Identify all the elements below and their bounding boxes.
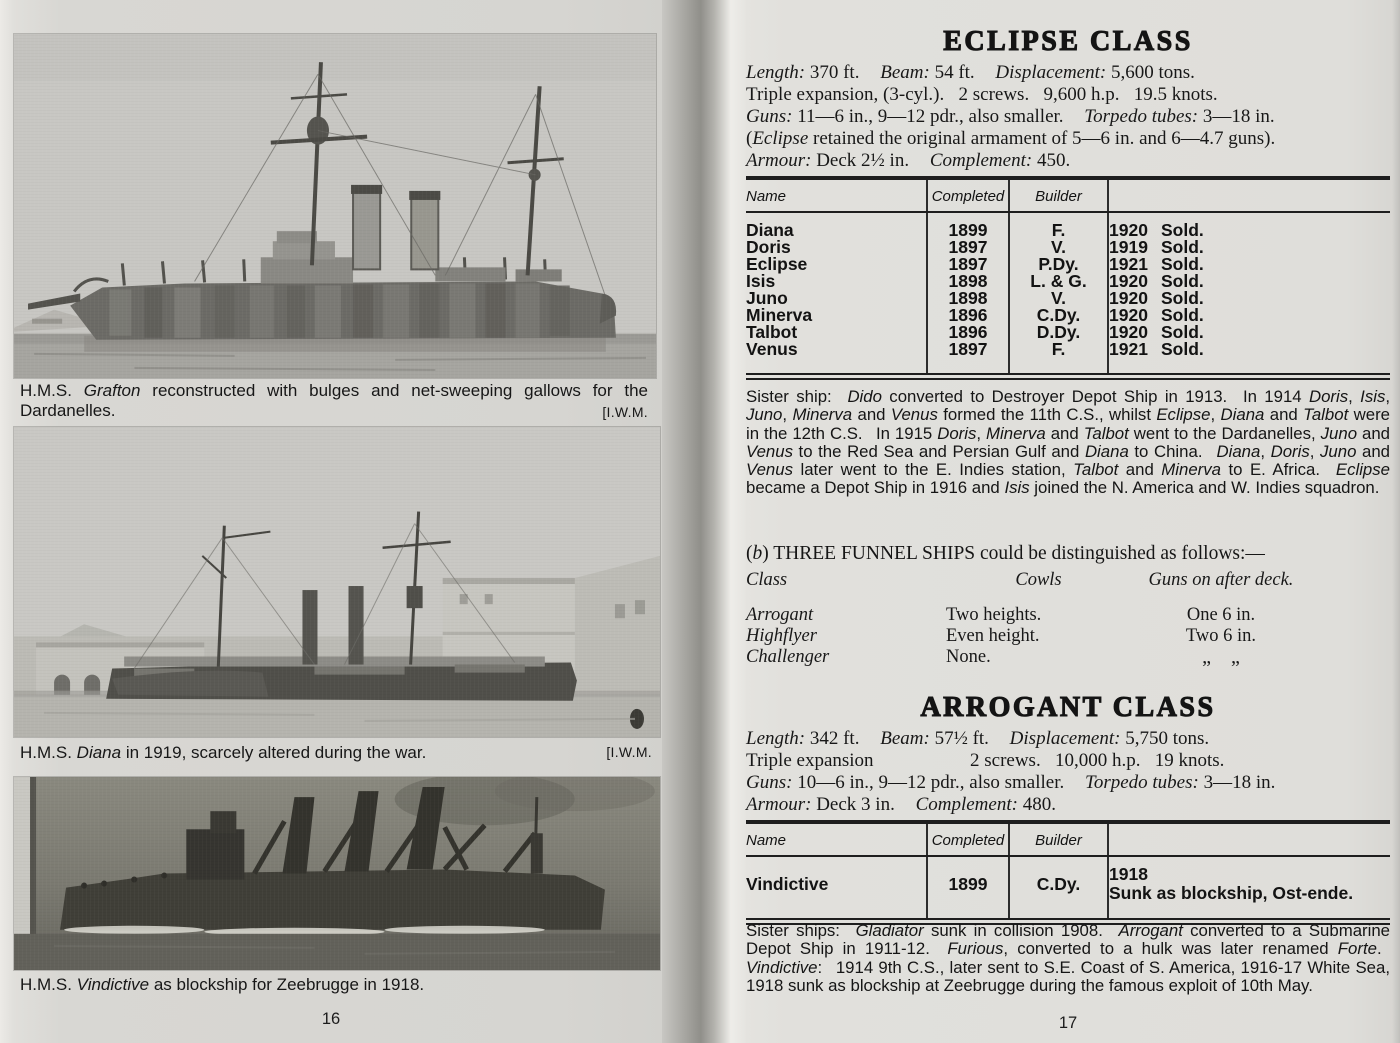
book-gutter [662,0,746,1043]
eclipse-spec-line-1: Length: 370 ft. Beam: 54 ft. Displacement: 5,600 tons. [746,62,1195,83]
page-edge-shadow [1392,0,1400,1043]
page-number-left: 16 [321,1010,341,1028]
table-row: Isis 1898 L. & G. 1920 Sold. [746,271,1204,291]
table-row: Vindictive 1899 C.Dy. 1918Sunk as blockship, Ost-ende. [746,856,1390,922]
diana-ship-illustration [14,427,660,737]
arrogant-spec-line-2: Triple expansion 2 screws. 10,000 h.p. 19 knots. [746,750,1225,771]
arrogant-spec-line-3: Guns: 10—6 in., 9—12 pdr., also smaller. Torpedo tubes: 3—18 in. [746,772,1276,793]
funnel-table-header-row [746,570,1311,596]
funnel-row: Highflyer Even height. Two 6 in. [746,626,1257,646]
column-header-builder: Builder [1009,822,1108,856]
caption-grafton-text: H.M.S. Grafton reconstructed with bulges and net-sweeping gallows for the Dardanelles. [20,381,648,420]
caption-vindictive [20,975,652,995]
arrogant-specs [746,728,1390,816]
arrogant-class-title: ARROGANT CLASS [920,692,1216,723]
right-page [746,0,1400,1043]
funnel-row: Challenger None. „ „ [746,646,1240,668]
column-header-builder: Builder [1009,178,1108,212]
table-row: Juno 1898 V. 1920 Sold. [746,288,1204,308]
table-row: Diana 1899 F. 1920 Sold. [746,212,1390,239]
funnel-header-guns: Guns on after deck. [1148,570,1294,590]
credit-iwm-1: [I.W.M. [602,404,648,420]
three-funnel-table [746,570,1311,683]
eclipse-spec-line-3: Guns: 11—6 in., 9—12 pdr., also smaller. Torpedo tubes: 3—18 in. [746,106,1275,127]
caption-diana-text: H.M.S. Diana in 1919, scarcely altered during the war. [20,743,427,762]
left-page [0,0,662,1043]
caption-diana [20,743,652,763]
eclipse-spec-line-2: Triple expansion, (3-cyl.). 2 screws. 9,600 h.p. 19.5 knots. [746,84,1218,105]
table-row: Eclipse 1897 P.Dy. 1921 Sold. [746,254,1204,274]
eclipse-spec-line-5: Armour: Deck 2½ in. Complement: 450. [746,150,1071,171]
photo-diana [14,427,660,737]
column-header-name: Name [746,178,927,212]
photo-grafton [14,34,656,378]
arrogant-spec-line-4: Armour: Deck 3 in. Complement: 480. [746,794,1056,815]
column-header-name: Name [746,822,927,856]
eclipse-sister-ship-paragraph: Sister ship: Dido converted to Destroyer Depot Ship in 1913. In 1914 Doris, Isis, Juno, Minerva and Venus formed the 11th C.S., whilst Eclipse, Diana and Talbot were in the 12th C.S. In 1915 Doris, Minerva and Talbot went to the Dardanelles, Juno and Venus to the Red Sea and Persian Gulf and Diana to China. Diana, Doris, Juno and Venus later went to the E. Indies station, Talbot and Minerva to E. Africa. Eclipse became a Depot Ship in 1916 and Isis joined the N. America and W. Indies squadron. [746,387,1391,498]
eclipse-ship-table [746,176,1390,380]
eclipse-table-header-row [746,178,1390,212]
table-row: Minerva 1896 C.Dy. 1920 Sold. [746,305,1204,325]
arrogant-ship-table [746,820,1390,925]
column-header-completed: Completed [927,178,1009,212]
table-row: Talbot 1896 D.Dy. 1920 Sold. [746,322,1204,342]
column-header-fate [1108,178,1390,212]
funnel-row: Arrogant Two heights. One 6 in. [746,605,1256,625]
eclipse-class-title: ECLIPSE CLASS [943,26,1193,57]
arrogant-spec-line-1: Length: 342 ft. Beam: 57½ ft. Displacement: 5,750 tons. [746,728,1210,749]
three-funnel-heading: (b) THREE FUNNEL SHIPS could be distinguished as follows:— [746,543,1265,564]
funnel-header-cowls: Cowls [1015,570,1062,590]
funnel-header-class: Class [746,570,788,590]
grafton-ship-illustration [14,34,656,378]
eclipse-specs [746,62,1390,172]
column-header-fate [1108,822,1390,856]
arrogant-table-header-row [746,822,1390,856]
arrogant-sister-ships-paragraph: Sister ships: Gladiator sunk in collision 1908. Arrogant converted to a Submarine Depot Ship in 1911-12. Furious, converted to a hulk was later renamed Forte. Vindictive: 1914 9th C.S., later sent to S.E. Coast of S. America, 1916-17 White Sea, 1918 sunk as blockship at Zeebrugge during the famous exploit of 10th May. [746,921,1391,995]
credit-iwm-2: [I.W.M. [606,744,652,760]
eclipse-spec-line-4: (Eclipse retained the original armament of 5—6 in. and 6—4.7 guns). [746,128,1276,149]
column-header-completed: Completed [927,822,1009,856]
table-row: Venus 1897 F. 1921 Sold. [746,341,1390,377]
caption-vindictive-text: H.M.S. Vindictive as blockship for Zeebrugge in 1918. [20,975,425,994]
caption-grafton [20,381,648,423]
photo-vindictive [14,777,660,970]
page-number-right: 17 [1058,1014,1078,1032]
table-row: Doris 1897 V. 1919 Sold. [746,237,1204,257]
vindictive-ship-illustration [14,777,660,970]
